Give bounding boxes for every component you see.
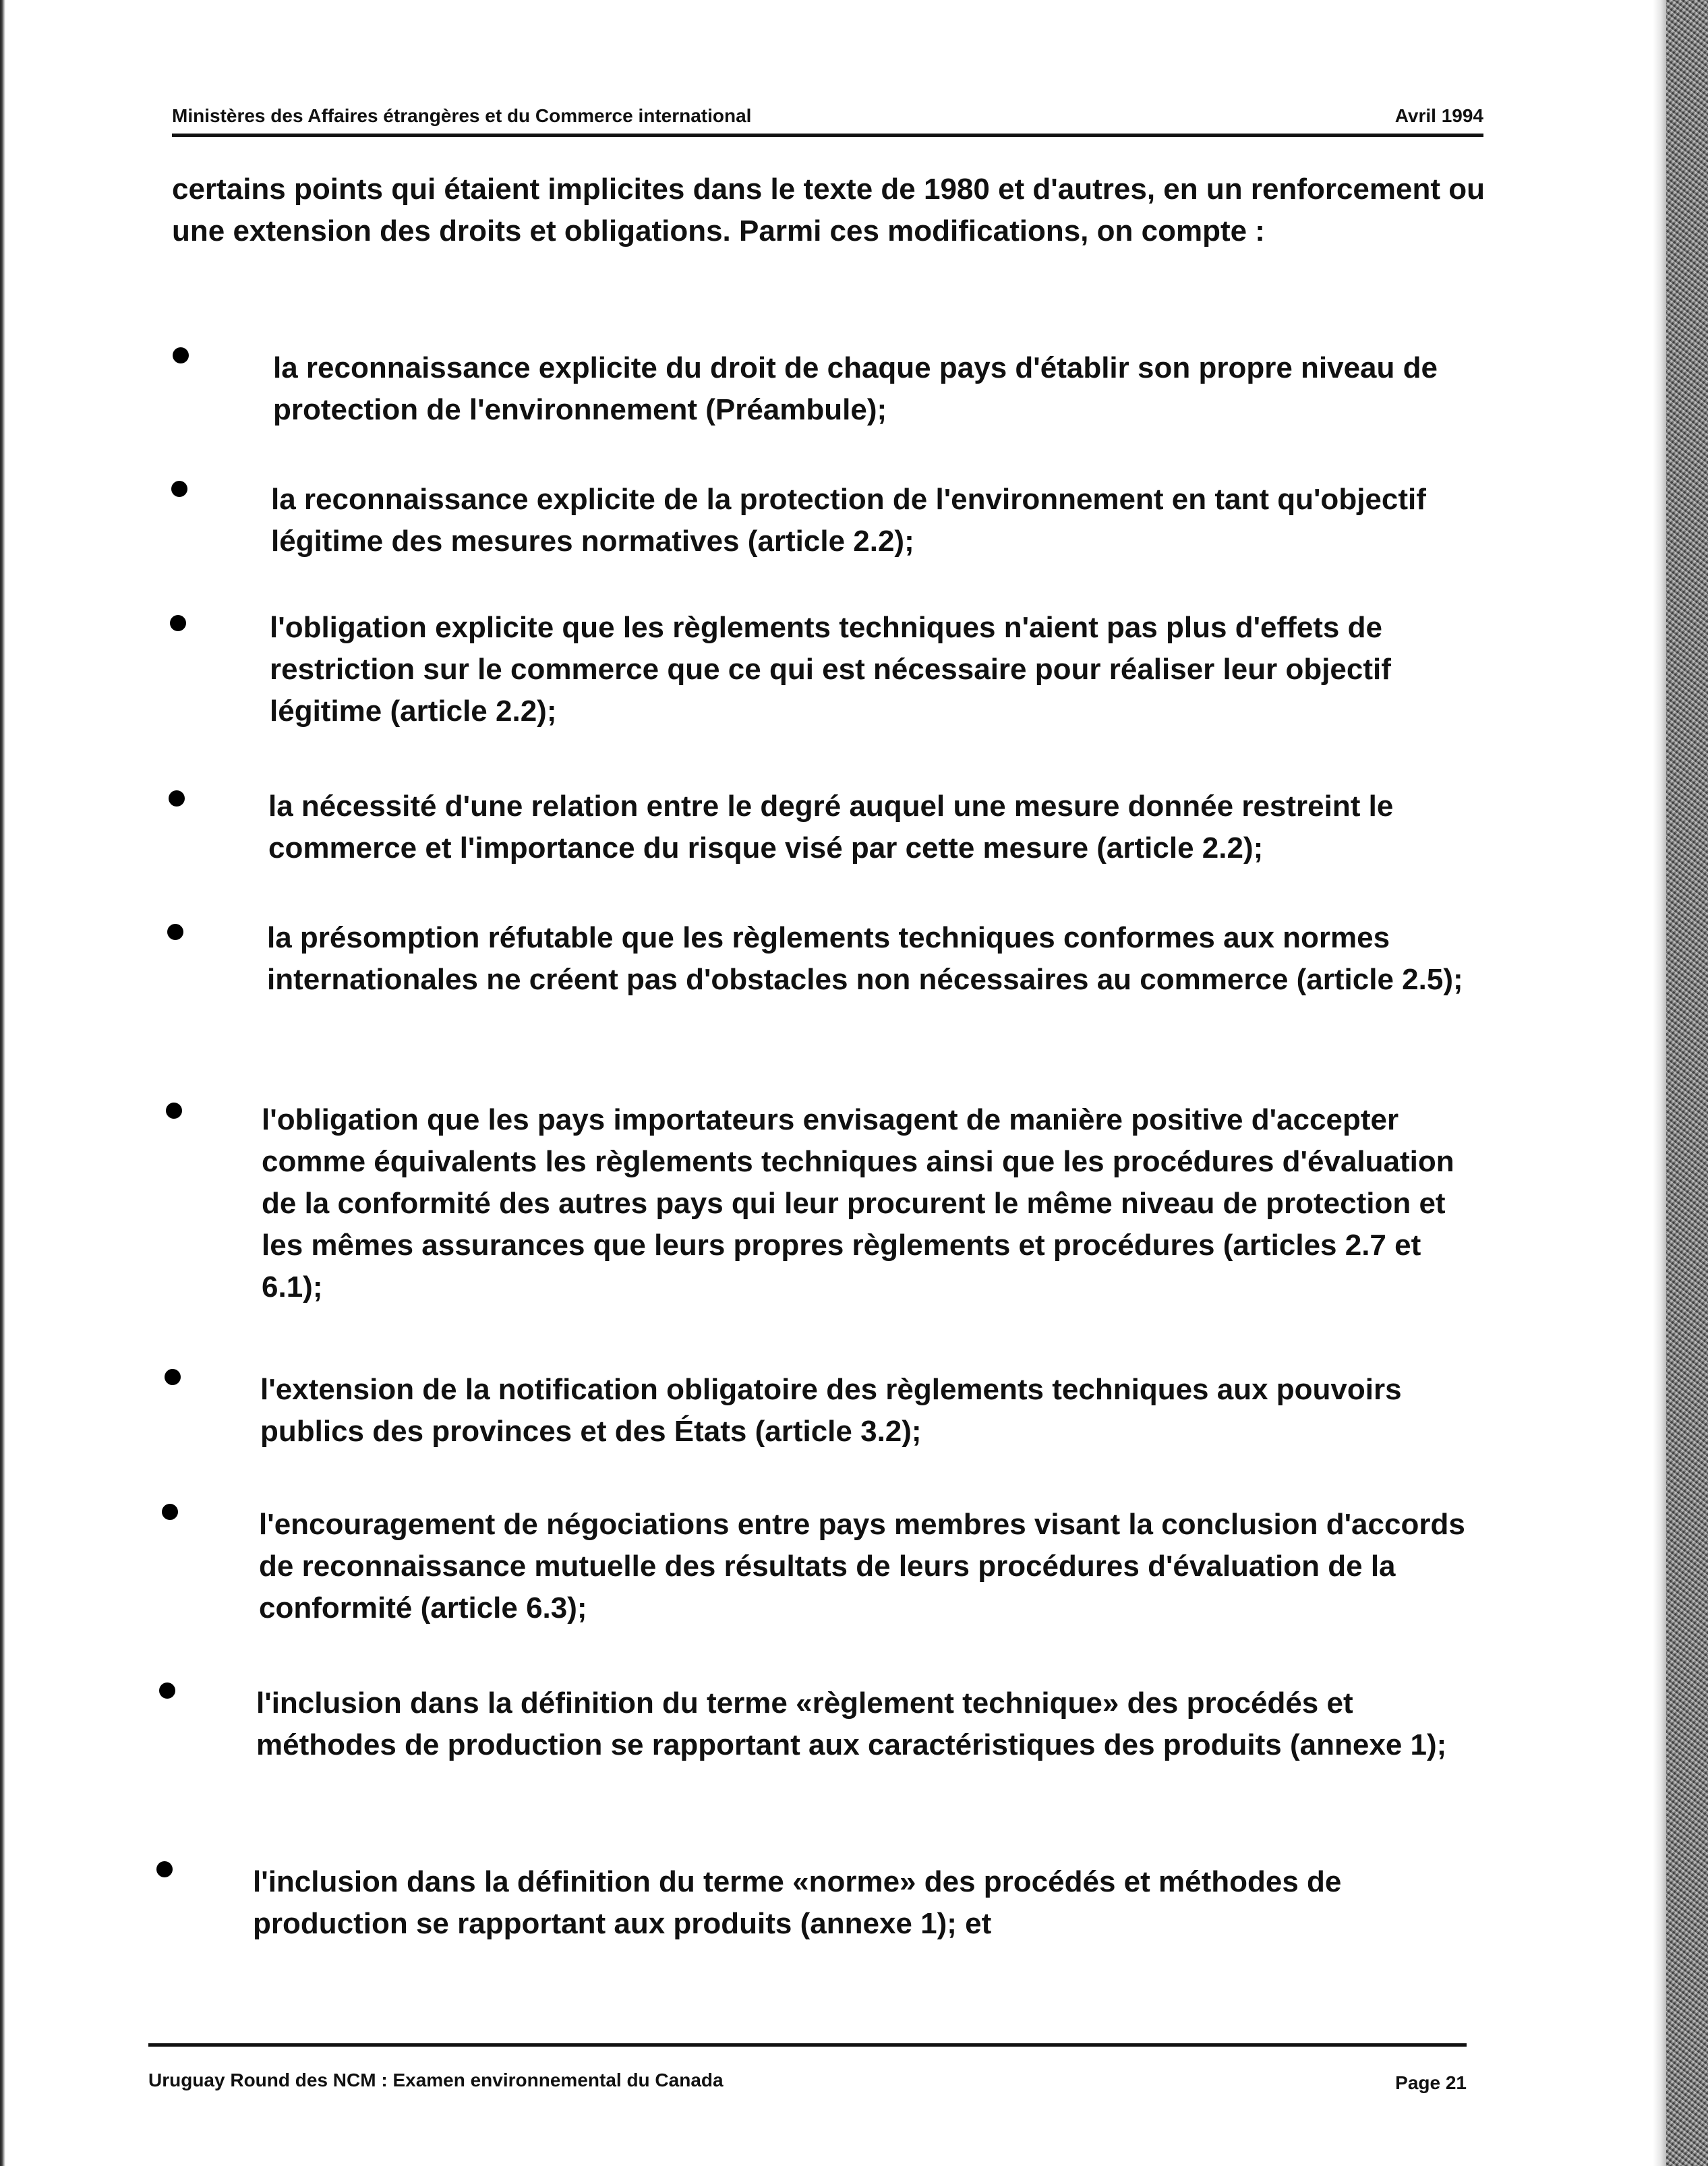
bullet-text: la présomption réfutable que les règlements techniques conformes aux normes internationales ne créent pas d'obstacles non nécessaires au commerce (article 2.5); <box>267 921 1463 996</box>
bullet-icon <box>169 790 185 807</box>
scan-right-edge <box>1666 0 1708 2166</box>
bullet-icon <box>171 481 187 497</box>
bullet-icon <box>159 1682 175 1699</box>
bullet-icon <box>166 1103 182 1119</box>
header-date: Avril 1994 <box>1394 105 1483 126</box>
bullet-icon <box>156 1861 173 1877</box>
bullet-text: l'inclusion dans la définition du terme «norme» des procédés et méthodes de production se rapportant aux produits (annexe 1); et <box>253 1865 1342 1940</box>
bullet-icon <box>173 347 189 363</box>
header-ministry: Ministères des Affaires étrangères et du Commerce international <box>172 105 752 126</box>
bullet-text: l'obligation que les pays importateurs envisagent de manière positive d'accepter comme équivalents les règlements techniques ainsi que les procédures d'évaluation de la conformité des autres pays qui leur procurent le même niveau de protection et les mêmes assurances que leurs propres règlements et procédures (articles 2.7 et 6.1); <box>262 1103 1454 1304</box>
bullet-icon <box>162 1504 178 1520</box>
page-footer <box>148 2043 1467 2101</box>
page-number: Page 21 <box>1395 2072 1467 2093</box>
scan-right-gap <box>1653 0 1666 2166</box>
bullet-icon <box>167 924 183 940</box>
bullet-text: l'obligation explicite que les règlements techniques n'aient pas plus d'effets de restriction sur le commerce que ce qui est nécessaire pour réaliser leur objectif légitime (article 2.2); <box>270 611 1391 728</box>
intro-paragraph: certains points qui étaient implicites dans le texte de 1980 et d'autres, en un renforcement ou une extension des droits et obligations. Parmi ces modifications, on compte : <box>172 173 1485 247</box>
footer-title: Uruguay Round des NCM : Examen environnemental du Canada <box>148 2070 724 2090</box>
bullet-text: l'extension de la notification obligatoire des règlements techniques aux pouvoirs publics des provinces et des États (article 3.2); <box>260 1373 1402 1448</box>
bullet-text: la nécessité d'une relation entre le degré auquel une mesure donnée restreint le commerce et l'importance du risque visé par cette mesure (article 2.2); <box>268 790 1394 865</box>
scan-left-edge <box>0 0 5 2166</box>
bullet-text: l'encouragement de négociations entre pays membres visant la conclusion d'accords de reconnaissance mutuelle des résultats de leurs procédures d'évaluation de la conformité (article 6.3); <box>259 1508 1465 1624</box>
bullet-text: l'inclusion dans la définition du terme «règlement technique» des procédés et méthodes de production se rapportant aux caractéristiques des produits (annexe 1); <box>256 1687 1447 1761</box>
bullet-icon <box>170 615 186 631</box>
bullet-icon <box>165 1369 181 1385</box>
page-header <box>172 101 1483 137</box>
bullet-text: la reconnaissance explicite de la protection de l'environnement en tant qu'objectif légitime des mesures normatives (article 2.2); <box>271 483 1426 558</box>
bullet-text: la reconnaissance explicite du droit de chaque pays d'établir son propre niveau de protection de l'environnement (Préambule); <box>273 351 1438 426</box>
